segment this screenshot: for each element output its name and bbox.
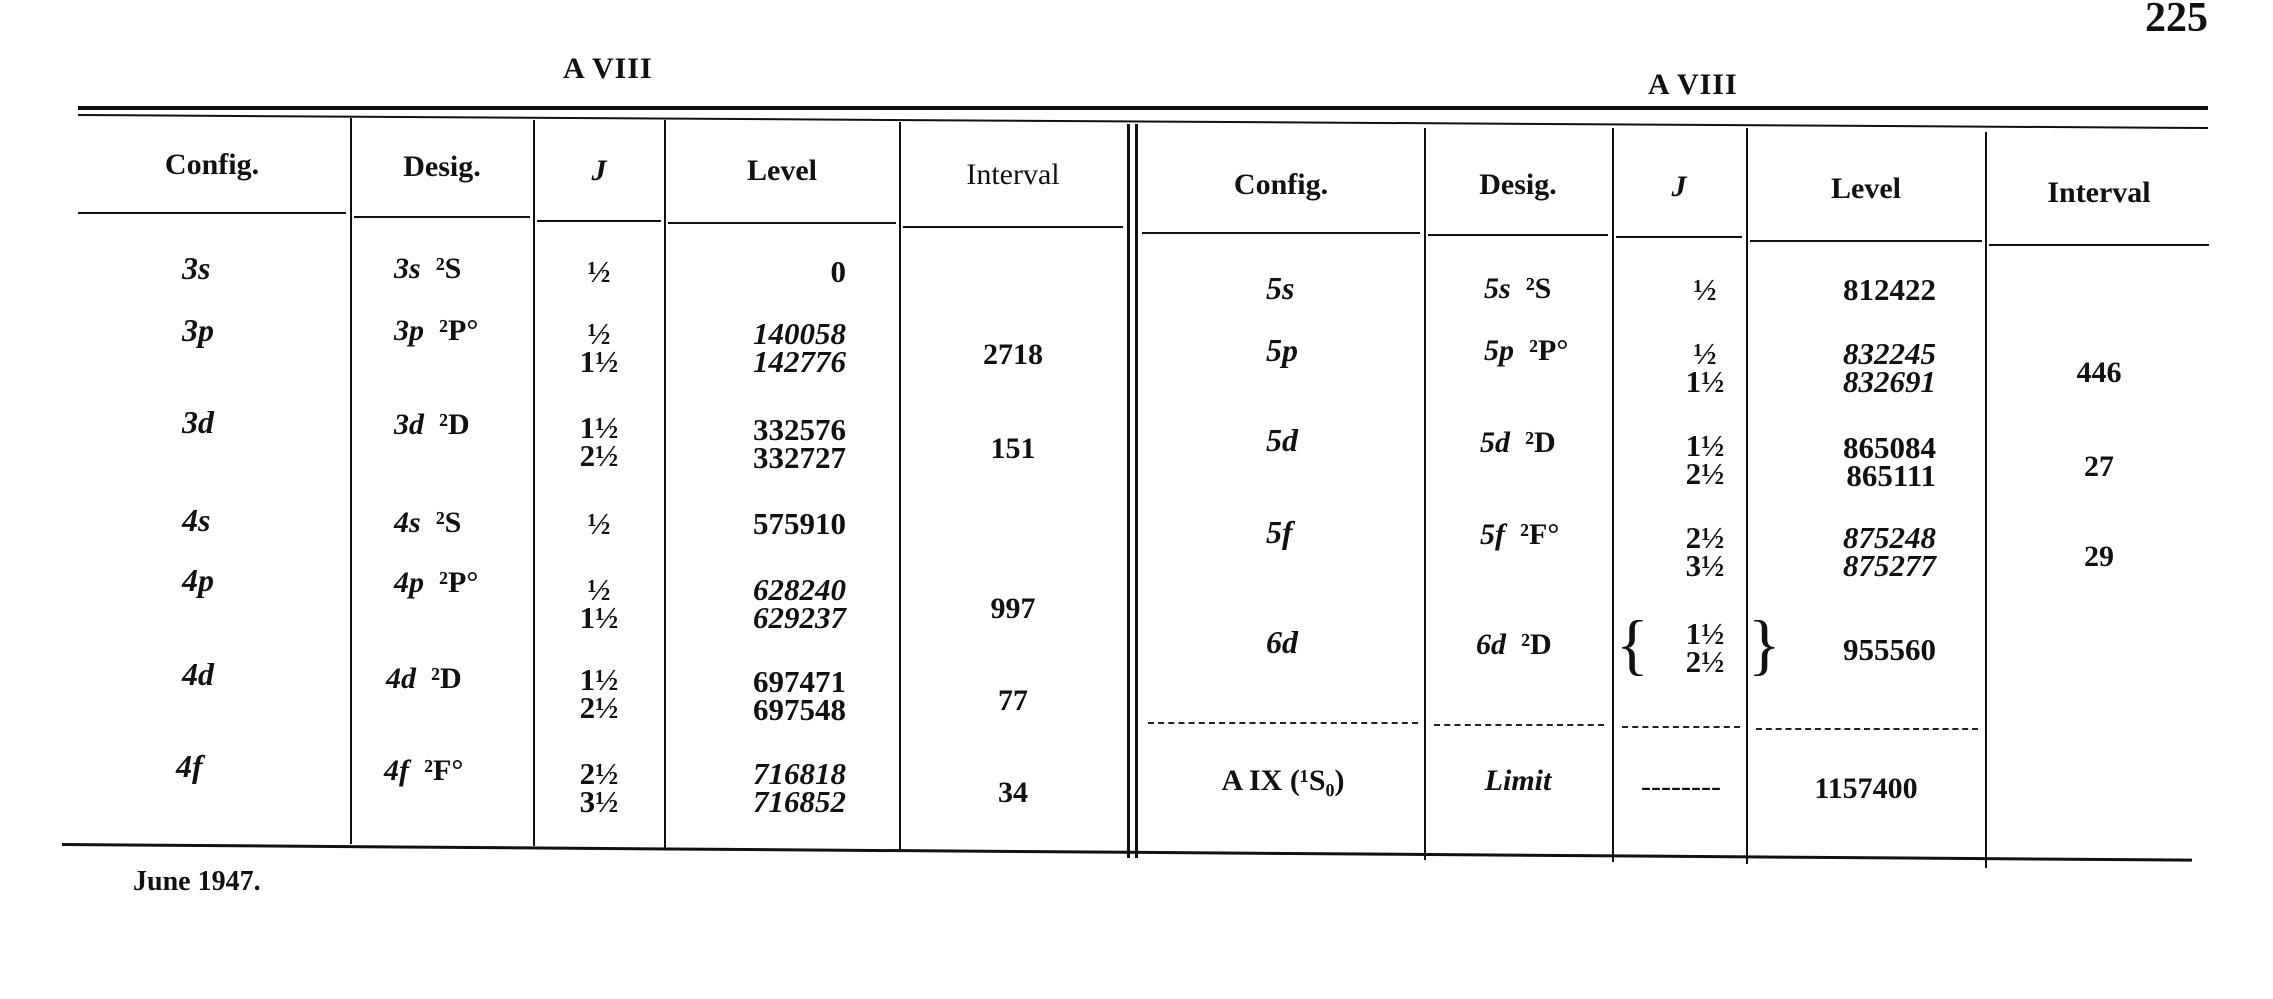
desig-cell xyxy=(394,314,478,348)
left-brace-icon: { xyxy=(1616,606,1649,682)
level-value: 0 xyxy=(830,254,846,289)
desig-cell xyxy=(384,754,463,788)
j-value: 1½ xyxy=(1685,364,1725,399)
level-value: 875248 xyxy=(1843,520,1936,555)
desig-term: ²D xyxy=(431,662,462,695)
desig-config: 3p xyxy=(394,314,424,347)
col-divider xyxy=(533,120,535,846)
level-value: 955560 xyxy=(1843,632,1936,667)
level-value: 697548 xyxy=(753,692,846,727)
header-underline xyxy=(1750,240,1982,242)
footer-date: June 1947. xyxy=(133,866,261,897)
header-level: Level xyxy=(1831,172,1901,205)
level-value: 716818 xyxy=(753,756,846,791)
col-divider xyxy=(1612,128,1614,862)
header-config: Config. xyxy=(1233,168,1329,201)
header-underline xyxy=(1428,234,1608,236)
desig-term: ²P° xyxy=(439,314,479,347)
desig-term: ²P° xyxy=(1529,334,1569,367)
j-value: ½ xyxy=(587,316,611,351)
interval-value: 2718 xyxy=(983,338,1043,371)
config-cell: 3p xyxy=(182,312,214,348)
limit-j: -------- xyxy=(1641,770,1721,803)
level-value: 865111 xyxy=(1846,458,1936,493)
header-underline xyxy=(78,212,346,214)
table-divider-b xyxy=(1135,124,1138,858)
level-value: 629237 xyxy=(753,600,846,635)
desig-config: 3s xyxy=(394,252,421,285)
page-number: 225 xyxy=(2145,0,2208,41)
level-value: 865084 xyxy=(1843,430,1936,465)
desig-cell xyxy=(1480,426,1556,460)
level-value: 832691 xyxy=(1843,364,1936,399)
j-value: 1½ xyxy=(579,662,619,697)
desig-term: ²D xyxy=(1521,628,1552,661)
level-value: 332576 xyxy=(753,412,846,447)
header-underline xyxy=(668,222,896,224)
level-value: 628240 xyxy=(753,572,846,607)
j-value: 2½ xyxy=(579,690,619,725)
desig-config: 5p xyxy=(1484,334,1514,367)
header-interval: Interval xyxy=(966,158,1060,191)
header-underline xyxy=(903,226,1123,228)
interval-value: 34 xyxy=(998,776,1028,809)
config-cell: 5p xyxy=(1266,332,1298,368)
desig-term: ²P° xyxy=(439,566,479,599)
limit-separator xyxy=(1434,724,1604,726)
limit-desig: Limit xyxy=(1484,764,1552,797)
col-divider xyxy=(1985,132,1987,868)
j-value: ½ xyxy=(587,572,611,607)
header-config: Config. xyxy=(164,148,260,181)
limit-level: 1157400 xyxy=(1814,772,1918,805)
header-desig: Desig. xyxy=(403,150,481,183)
col-divider xyxy=(1424,128,1426,860)
config-cell: 4f xyxy=(176,748,203,784)
col-divider xyxy=(899,122,901,850)
limit-separator xyxy=(1756,728,1978,730)
top-rule-thick xyxy=(78,106,2208,110)
level-value: 140058 xyxy=(753,316,846,351)
desig-cell xyxy=(394,566,478,600)
j-value: 2½ xyxy=(579,438,619,473)
limit-config: A IX (¹S₀) xyxy=(1221,764,1345,797)
top-rule-thin xyxy=(78,114,2208,129)
interval-value: 27 xyxy=(2084,450,2114,483)
j-value: 2½ xyxy=(1685,644,1725,679)
interval-value: 77 xyxy=(998,684,1028,717)
desig-term: ²F° xyxy=(1520,518,1560,551)
limit-separator xyxy=(1148,722,1418,724)
desig-cell xyxy=(1484,272,1551,306)
desig-cell xyxy=(394,252,461,286)
level-value: 575910 xyxy=(753,506,846,541)
level-value: 832245 xyxy=(1843,336,1936,371)
desig-term: ²S xyxy=(435,252,462,285)
desig-cell xyxy=(1480,518,1559,552)
config-cell: 3s xyxy=(182,250,211,286)
desig-config: 4s xyxy=(394,506,421,539)
desig-term: ²D xyxy=(1525,426,1556,459)
j-value: 3½ xyxy=(579,784,619,819)
config-cell: 5d xyxy=(1266,422,1298,458)
desig-config: 6d xyxy=(1476,628,1506,661)
config-cell: 6d xyxy=(1266,624,1298,660)
j-value: 1½ xyxy=(579,344,619,379)
desig-config: 4f xyxy=(384,754,409,787)
config-cell: 5f xyxy=(1266,514,1293,550)
header-underline xyxy=(1989,244,2209,246)
interval-value: 446 xyxy=(2076,356,2122,389)
j-value: 1½ xyxy=(1685,616,1725,651)
header-desig: Desig. xyxy=(1479,168,1557,201)
limit-separator xyxy=(1622,726,1740,728)
desig-config: 5d xyxy=(1480,426,1510,459)
desig-config: 4d xyxy=(386,662,416,695)
left-table-title: A VIII xyxy=(563,52,653,85)
j-value: 2½ xyxy=(1685,520,1725,555)
desig-config: 5s xyxy=(1484,272,1511,305)
desig-term: ²F° xyxy=(424,754,464,787)
header-underline xyxy=(354,216,530,218)
header-underline xyxy=(537,220,661,222)
config-cell: 4p xyxy=(182,562,214,598)
desig-config: 5f xyxy=(1480,518,1505,551)
j-value: ½ xyxy=(587,506,611,541)
level-value: 875277 xyxy=(1843,548,1936,583)
header-interval: Interval xyxy=(2047,176,2151,209)
j-value: ½ xyxy=(587,254,611,289)
table-divider-a xyxy=(1127,124,1130,858)
level-value: 332727 xyxy=(753,440,846,475)
header-underline xyxy=(1142,232,1420,234)
config-cell: 4s xyxy=(182,502,211,538)
desig-term: ²S xyxy=(435,506,462,539)
desig-cell xyxy=(394,506,461,540)
header-j: J xyxy=(1671,170,1687,203)
desig-cell xyxy=(394,408,470,442)
j-value: 2½ xyxy=(1685,456,1725,491)
desig-cell xyxy=(386,662,462,696)
desig-config: 4p xyxy=(394,566,424,599)
col-divider xyxy=(350,118,352,844)
interval-value: 151 xyxy=(990,432,1036,465)
j-value: 1½ xyxy=(579,600,619,635)
j-value: 1½ xyxy=(1685,428,1725,463)
col-divider xyxy=(1746,128,1748,864)
desig-config: 3d xyxy=(394,408,424,441)
j-value: ½ xyxy=(1693,272,1717,307)
header-level: Level xyxy=(747,154,817,187)
level-value: 812422 xyxy=(1843,272,1936,307)
interval-value: 29 xyxy=(2084,540,2114,573)
interval-value: 997 xyxy=(990,592,1036,625)
j-value: ½ xyxy=(1693,336,1717,371)
col-divider xyxy=(664,120,666,848)
config-cell: 3d xyxy=(182,404,214,440)
j-value: 3½ xyxy=(1685,548,1725,583)
j-value: 2½ xyxy=(579,756,619,791)
desig-cell xyxy=(1484,334,1568,368)
right-table-title: A VIII xyxy=(1648,68,1738,101)
desig-term: ²S xyxy=(1525,272,1552,305)
level-value: 142776 xyxy=(753,344,846,379)
level-value: 697471 xyxy=(753,664,846,699)
header-j: J xyxy=(591,154,607,187)
desig-term: ²D xyxy=(439,408,470,441)
config-cell: 4d xyxy=(182,656,214,692)
level-value: 716852 xyxy=(753,784,846,819)
config-cell: 5s xyxy=(1266,270,1295,306)
j-value: 1½ xyxy=(579,410,619,445)
desig-cell xyxy=(1476,628,1552,662)
right-brace-icon: } xyxy=(1748,606,1781,682)
header-underline xyxy=(1616,236,1742,238)
